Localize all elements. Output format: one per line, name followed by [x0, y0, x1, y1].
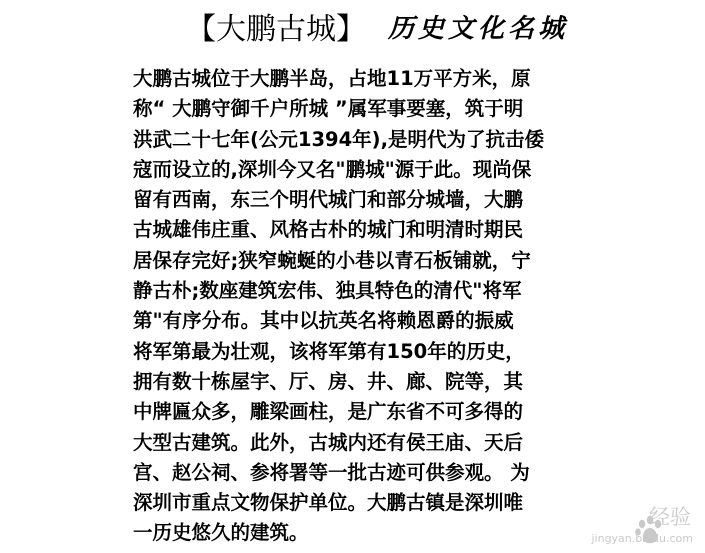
- body-line: 将军第最为壮观，该将军第有150年的历史，: [133, 339, 525, 363]
- body-line: 留有西南，东三个明代城门和部分城墙，大鹏: [133, 188, 524, 212]
- watermark-url: jingyan.baidu.com: [591, 532, 693, 545]
- body-line: 居保存完好;狭窄蜿蜒的小巷以青石板铺就，宁: [133, 248, 531, 272]
- body-line: 拥有数十栋屋宇、厅、房、井、廊、院等，其: [133, 369, 524, 393]
- body-line: 洪武二十七年(公元1394年),是明代为了抗击倭: [133, 127, 545, 151]
- body-line: 第"有序分布。其中以抗英名将赖恩爵的振威: [133, 309, 514, 333]
- page-title: [186, 6, 568, 46]
- watermark: [591, 505, 693, 545]
- body-line: 称“ 大鹏守御千户所城 ”属军事要塞，筑于明: [133, 97, 524, 121]
- title-main: 【大鹏古城】: [186, 12, 366, 47]
- body-line: 静古朴;数座建筑宏伟、独具特色的清代"将军: [133, 279, 522, 303]
- body-line: 寇而设立的,深圳今又名"鹏城"源于此。现尚保: [133, 157, 532, 181]
- watermark-text: [591, 501, 693, 545]
- body-line: 深圳市重点文物保护单位。大鹏古镇是深圳唯: [133, 491, 524, 515]
- body-line: 古城雄伟庄重、风格古朴的城门和明清时期民: [133, 218, 524, 242]
- body-line: 宫、赵公祠、参将署等一批古迹可供参观。 为: [133, 460, 530, 484]
- watermark-brand: 经验: [649, 505, 691, 529]
- body-line: 一历史悠久的建筑。: [133, 521, 309, 545]
- body-line: 大鹏古城位于大鹏半岛，占地11万平方米，原: [133, 67, 531, 90]
- title-subtitle: 历史文化名城: [388, 13, 569, 44]
- body-line: 中牌匾众多，雕梁画柱，是广东省不可多得的: [133, 400, 524, 424]
- body-line: 大型古建筑。此外，古城内还有侯王庙、天后: [133, 430, 524, 454]
- article-body: [133, 64, 595, 549]
